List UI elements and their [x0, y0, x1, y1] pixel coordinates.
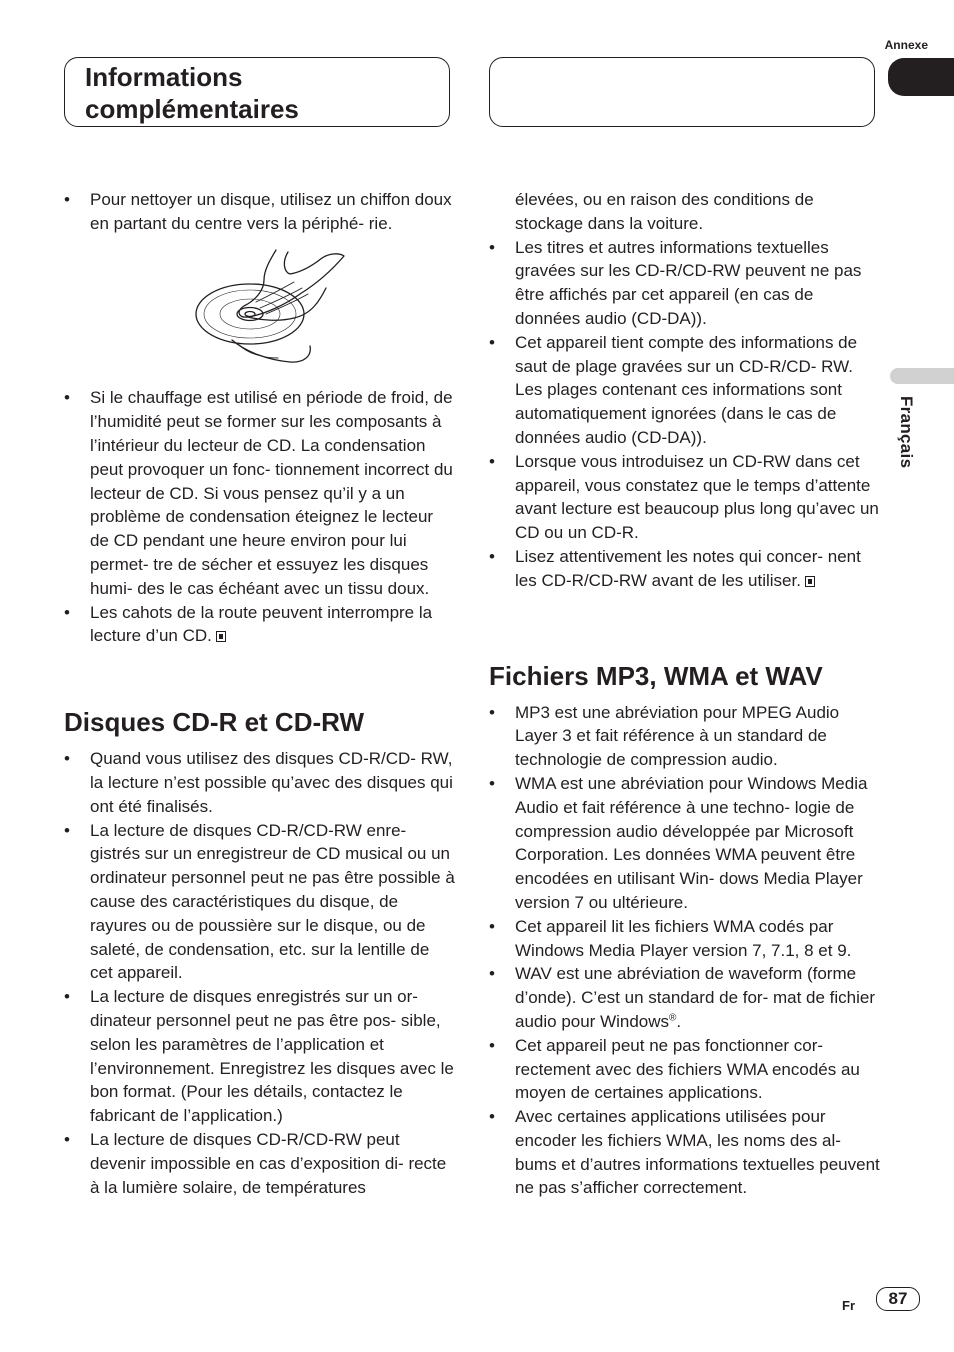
end-mark-icon: [805, 576, 815, 587]
list-item: • WMA est une abréviation pour Windows Media Audio et fait référence à une techno- logie de compression audio développée par Microsoft Corporation. Les données WMA peuvent être encodées en utilisant Win- dows Media Player version 7 ou ultérieure.: [489, 772, 881, 915]
disc-track: [204, 290, 296, 338]
list-item: • Cet appareil lit les fichiers WMA codés par Windows Media Player version 7, 7.1, 8 et 9.: [489, 915, 881, 963]
list-item: • MP3 est une abréviation pour MPEG Audio Layer 3 et fait référence à un standard de technologie de compression audio.: [489, 701, 881, 772]
list-item: • Quand vous utilisez des disques CD-R/CD- RW, la lecture n’est possible qu’avec des disques qui ont été finalisés.: [64, 747, 456, 818]
page-title: Informations complémentaires: [85, 62, 299, 124]
disc-cleaning-illustration: [194, 248, 354, 366]
section-label: Annexe: [884, 38, 928, 52]
list-item: • WAV est une abréviation de waveform (forme d’onde). C’est un standard de for- mat de fichier audio pour Windows®.: [489, 962, 881, 1033]
list-item: • Lorsque vous introduisez un CD-RW dans cet appareil, vous constatez que le temps d’attente avant lecture est beaucoup plus long qu’avec un CD ou un CD-R.: [489, 450, 881, 545]
list-item: • Si le chauffage est utilisé en période de froid, de l’humidité peut se former sur les composants à l’intérieur du lecteur de CD. La condensation peut provoquer un fonc- tionnement incorrect du lecteur de CD. Si vous pensez qu’il y a un problème de condensation éteignez le lecteur de CD pendant une heure environ pour lui permet- tre de sécher et essuyez les disques humi- des le cas échéant avec un tissu doux.: [64, 386, 456, 600]
list-item: • Lisez attentivement les notes qui concer- nent les CD-R/CD-RW avant de les utiliser.: [489, 545, 881, 593]
bullet-list: [64, 386, 456, 648]
list-item: • La lecture de disques CD-R/CD-RW enre- gistrés sur un enregistreur de CD musical ou un ordinateur personnel peut ne pas être possible à cause des caractéristiques du disque, de rayures ou de poussière sur le disque, ou de saleté, de condensation, etc. sur la lentille de cet appareil.: [64, 819, 456, 986]
language-label: Français: [897, 396, 916, 469]
page-number: 87: [876, 1287, 920, 1311]
bullet-list: [489, 701, 881, 1201]
list-item: • Les titres et autres informations textuelles gravées sur les CD-R/CD-RW peuvent ne pas être affichés par cet appareil (en cas de données audio (CD-DA)).: [489, 236, 881, 331]
section-title: Disques CD-R et CD-RW: [64, 707, 364, 738]
list-item: • Cet appareil tient compte des informations de saut de plage gravées sur un CD-R/CD- RW. Les plages contenant ces informations sont automatiquement ignorées (dans le cas de données audio (CD-DA)).: [489, 331, 881, 450]
list-item: • Avec certaines applications utilisées pour encoder les fichiers WMA, les noms des al- bums et d’autres informations textuelles peuvent ne pas s’afficher correctement.: [489, 1105, 881, 1200]
left-column: [64, 188, 456, 1199]
disc-outer-edge: [196, 284, 304, 344]
bullet-list: [64, 747, 456, 1199]
list-item: • La lecture de disques CD-R/CD-RW peut devenir impossible en cas d’exposition di- recte à la lumière solaire, de températures: [64, 1128, 456, 1199]
section-tab: [888, 58, 954, 96]
bullet-list: [64, 188, 456, 236]
header-empty-box: [489, 57, 875, 127]
hand-fingers: [256, 282, 308, 314]
bullet-list: [489, 236, 881, 593]
list-item: • La lecture de disques enregistrés sur un or- dinateur personnel peut ne pas être pos- sible, selon les paramètres de l’application et l’environnement. Enregistrez les disques avec le bon format. (Pour les détails, contactez le fabricant de l’application.): [64, 985, 456, 1128]
language-tab: [890, 368, 954, 384]
supporting-hand-fingers: [238, 344, 278, 358]
footer-language-code: Fr: [842, 1298, 855, 1313]
list-item: • Les cahots de la route peuvent interrompre la lecture d’un CD.: [64, 601, 456, 649]
continued-text: élevées, ou en raison des conditions de stockage dans la voiture.: [515, 190, 814, 233]
list-item: • Cet appareil peut ne pas fonctionner cor- rectement avec des fichiers WMA encodés au moyen de certaines applications.: [489, 1034, 881, 1105]
header-title-box: [64, 57, 450, 127]
list-item: • Pour nettoyer un disque, utilisez un chiffon doux en partant du centre vers la périphé- rie.: [64, 188, 456, 236]
section-title: Fichiers MP3, WMA et WAV: [489, 660, 823, 691]
registered-mark: ®: [669, 1012, 677, 1024]
right-column: [489, 188, 881, 1200]
end-mark-icon: [216, 631, 226, 642]
